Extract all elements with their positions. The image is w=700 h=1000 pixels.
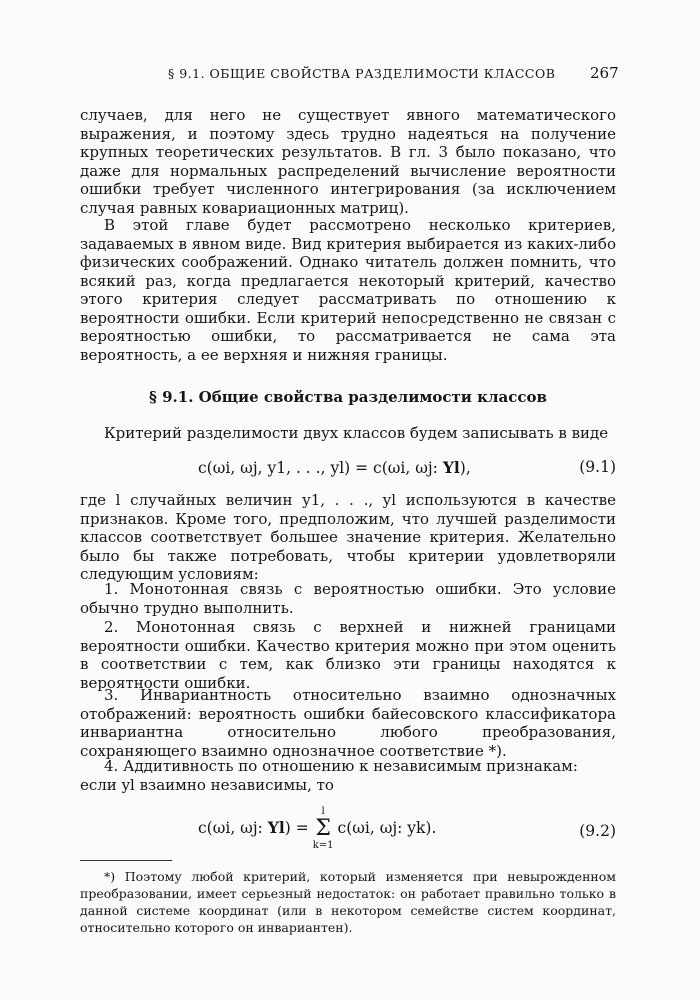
eq1-bold-Y: Yl <box>442 458 460 477</box>
equation-number-9-2: (9.2) <box>579 822 616 840</box>
condition-4-line-1: 4. Аддитивность по отношению к независимым признакам: <box>104 757 578 775</box>
paragraph-criteria: В этой главе будет рассмотрено несколько критериев, задаваемых в явном виде. Вид критерия выбирается из каких-либо физических соображений. Однако читатель должен помнить, что всякий раз, когда предлагается некоторый критерий, качество этого критерия следует рассматривать по отношению к вероятности ошибки. Если критерий непосредственно не связан с вероятностью ошибки, то рассматривается не сама эта вероятность, а ее верхняя и нижняя границы. <box>80 216 616 364</box>
condition-1: 1. Монотонная связь с вероятностью ошибки. Это условие обычно трудно выполнить. <box>80 580 616 617</box>
sigma-icon: Σ <box>315 816 331 841</box>
eq2-left: c(ωi, ωj: <box>198 819 268 837</box>
condition-4-line-2: если yl взаимно независимы, то <box>80 776 334 794</box>
condition-2: 2. Монотонная связь с верхней и нижней границами вероятности ошибки. Качество критерия можно при этом оценить в соответствии с тем, как близко эти границы находятся к вероятности ошибки. <box>80 618 616 692</box>
footnote-divider <box>80 860 172 861</box>
summation-symbol <box>313 806 334 852</box>
paragraph-features: где l случайных величин y1, . . ., yl используются в качестве признаков. Кроме того, предположим, что лучшей разделимости классов соответствует большее значение критерия. Желательно было бы также потребовать, чтобы критерии удовлетворяли следующим условиям: <box>80 491 616 583</box>
paragraph-intro-continued: случаев, для него не существует явного математического выражения, и поэтому здесь трудно надеяться на получение крупных теоретических результатов. В гл. 3 было показано, что даже для нормальных распределений вычисление вероятности ошибки требует численного интегрирования (за исключением случая равных ковариационных матриц). <box>80 106 616 217</box>
eq2-middle: ) = <box>284 819 309 837</box>
page-number: 267 <box>590 64 619 82</box>
running-head: § 9.1. ОБЩИЕ СВОЙСТВА РАЗДЕЛИМОСТИ КЛАССОВ <box>168 66 556 81</box>
sum-upper-limit: l <box>321 806 325 817</box>
condition-3: 3. Инвариантность относительно взаимно однозначных отображений: вероятность ошибки байесовского классификатора инвариантна относительно любого преобразования, сохраняющего взаимно однозначное соответствие *). <box>80 686 616 760</box>
eq1-left: c(ωi, ωj, y1, . . ., yl) = c(ωi, ωj: <box>198 459 443 477</box>
eq1-right: ), <box>459 459 471 477</box>
eq2-bold-Y: Yl <box>267 818 285 837</box>
section-intro: Критерий разделимости двух классов будем записывать в виде <box>104 424 609 442</box>
eq2-right: c(ωi, ωj: yk). <box>337 819 437 837</box>
sum-lower-limit: k=1 <box>312 840 334 851</box>
equation-number-9-1: (9.1) <box>579 458 616 476</box>
section-title: § 9.1. Общие свойства разделимости классов <box>149 388 547 406</box>
equation-9-1-expression <box>198 458 471 477</box>
equation-9-2 <box>80 806 616 856</box>
footnote: *) Поэтому любой критерий, который изменяется при невырожденном преобразовании, имеет серьезный недостаток: он работает правильно только в данной системе координат (или в некотором семействе систем координат, относительно которого он инвариантен). <box>80 869 616 935</box>
equation-9-1 <box>80 458 616 480</box>
equation-9-2-expression <box>198 806 436 852</box>
